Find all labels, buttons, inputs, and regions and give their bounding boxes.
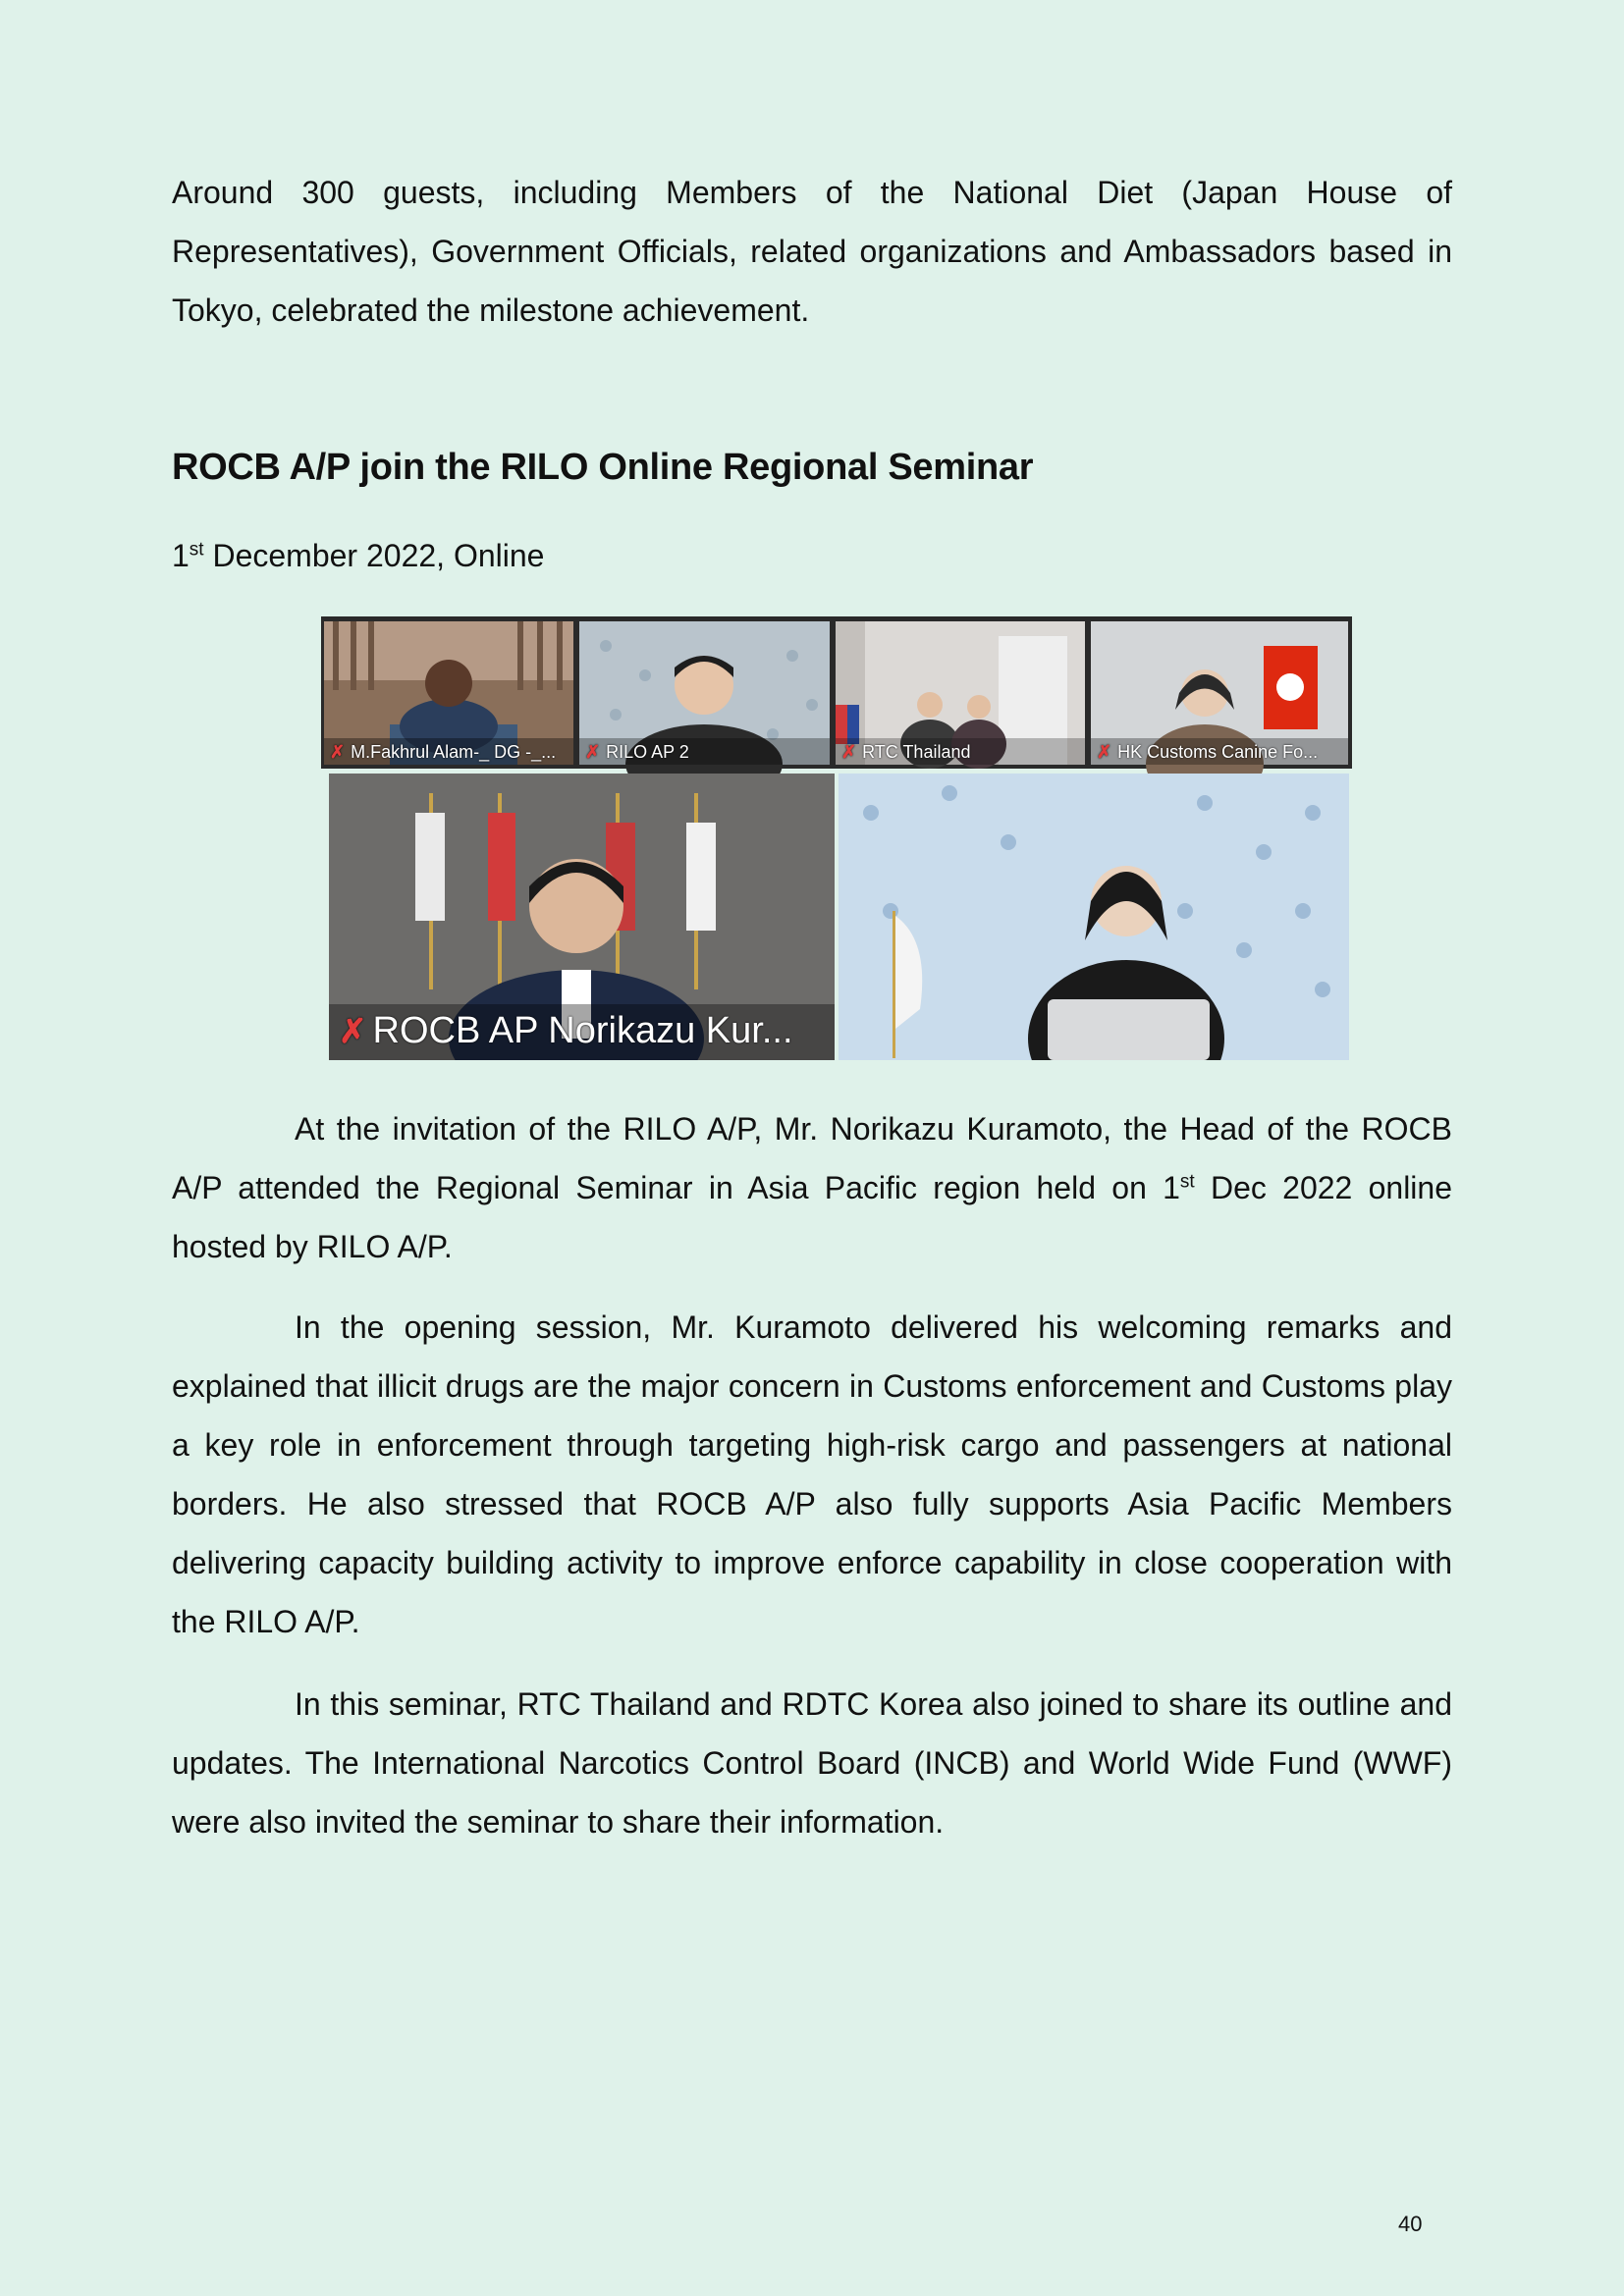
tile-label-5 — [329, 774, 835, 1060]
section-heading: ROCB A/P join the RILO Online Regional Seminar — [172, 447, 1034, 488]
paragraph-1-sup: st — [1179, 1171, 1195, 1193]
participant-name: RTC Thailand — [862, 742, 971, 762]
tile-label-2 — [579, 621, 830, 765]
intro-paragraph: Around 300 guests, including Members of the National Diet (Japan House of Representatives), Government Officials, related organizations and Ambassadors based in Tokyo, celebrated the milestone achievement. — [172, 175, 1452, 328]
paragraph-1-text-end: Dec 2022 online hosted by RILO A/P. — [172, 1170, 1452, 1264]
paragraph-1-text: At the invitation of the RILO A/P, Mr. Norikazu Kuramoto, the Head of the ROCB A/P attended the Regional Seminar in Asia Pacific region held on 1 — [172, 1111, 1452, 1205]
paragraph-2: In the opening session, Mr. Kuramoto delivered his welcoming remarks and explained that illicit drugs are the major concern in Customs enforcement and Customs play a key role in enforcement through targeting high-risk cargo and passengers at national borders. He also stressed that ROCB A/P also fully supports Asia Pacific Members delivering capacity building activity to improve enforce capability in close cooperation with the RILO A/P. — [172, 1309, 1452, 1639]
mic-muted-icon: ✗ — [1097, 742, 1112, 762]
paragraph-1 — [172, 1099, 1452, 1276]
participant-name: RILO AP 2 — [606, 742, 689, 762]
mic-muted-icon: ✗ — [585, 742, 601, 762]
date-suffix: st — [189, 539, 204, 561]
participant-name: HK Customs Canine Fo... — [1117, 742, 1319, 762]
page-number: 40 — [1398, 2212, 1423, 2236]
video-tile-6 — [839, 774, 1349, 1060]
tile-label-3 — [836, 621, 1085, 765]
tile-label-1 — [324, 621, 573, 765]
date-day: 1 — [172, 538, 189, 573]
date-rest: December 2022, Online — [203, 538, 545, 573]
tile-label-4 — [1091, 621, 1348, 765]
paragraph-3: In this seminar, RTC Thailand and RDTC Korea also joined to share its outline and updates. The International Narcotics Control Board (INCB) and World Wide Fund (WWF) were also invited the seminar to share their information. — [172, 1686, 1452, 1840]
mic-muted-icon: ✗ — [330, 742, 346, 762]
participant-name: ROCB AP Norikazu Kur... — [372, 1010, 793, 1051]
event-date-location — [172, 538, 544, 574]
mic-muted-icon: ✗ — [841, 742, 857, 762]
participant-name: M.Fakhrul Alam-_ DG -_... — [351, 742, 557, 762]
mic-muted-icon: ✗ — [339, 1012, 367, 1050]
